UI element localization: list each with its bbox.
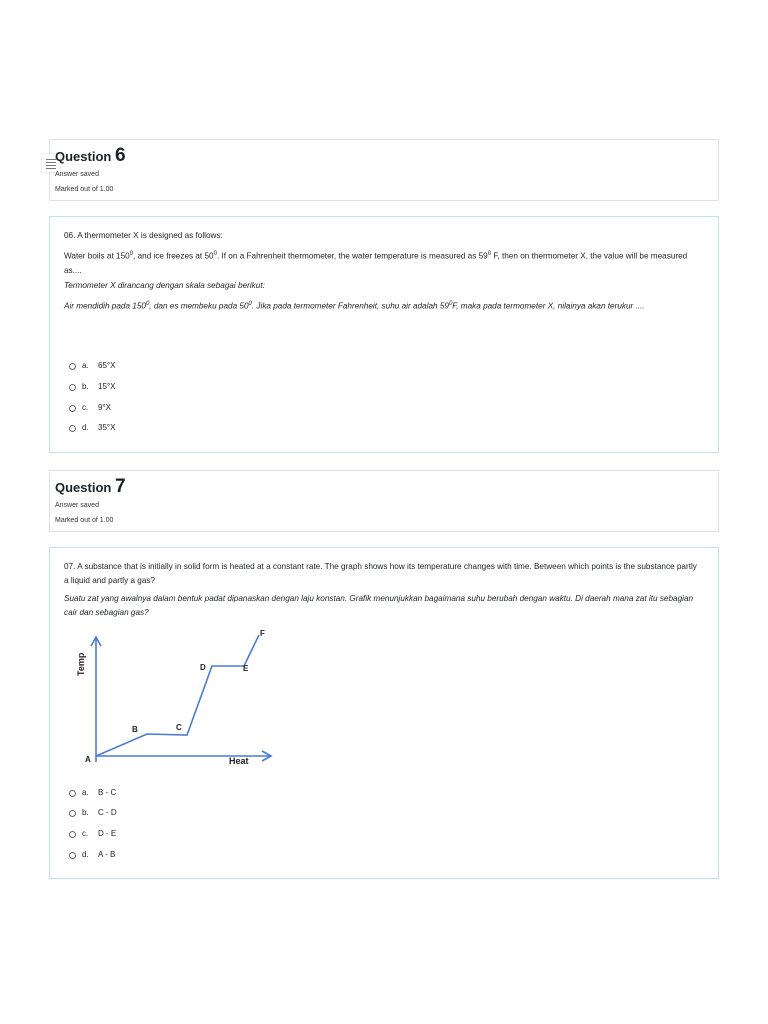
option-c[interactable]: c. D - E bbox=[69, 828, 116, 840]
option-d[interactable]: d. 35°X bbox=[69, 422, 115, 434]
question-grade: Marked out of 1.00 bbox=[55, 517, 114, 524]
radio-button[interactable] bbox=[69, 790, 76, 797]
radio-button[interactable] bbox=[69, 363, 76, 370]
question-text-en: Water boils at $150^0$, and ice freezes at $50^0$. If on a Fahrenheit thermometer, the water temperature is measured as $59^0$ F, then on thermometer X, the value will be measured as.... bbox=[64, 251, 688, 275]
option-d[interactable]: d. A - B bbox=[69, 849, 115, 861]
question-text-id-2: Air mendidih pada $150^0$, dan es membeku pada $50^0$. Jika pada termometer Fahrenheit, suhu air adalah $59^0F$, maka pada termometer X, nilainya akan terukur .... bbox=[64, 301, 645, 311]
radio-button[interactable] bbox=[69, 405, 76, 412]
radio-button[interactable] bbox=[69, 810, 76, 817]
option-b[interactable]: b. 15°X bbox=[69, 381, 115, 393]
option-b[interactable]: b. C - D bbox=[69, 807, 117, 819]
radio-button[interactable] bbox=[69, 831, 76, 838]
option-c[interactable]: c. 9°X bbox=[69, 402, 111, 414]
question-text-en: 07. A substance that is initially in solid form is heated at a constant rate. The graph shows how its temperature changes with time. Between which points is the substance partly a liquid and partly a gas? bbox=[64, 562, 697, 585]
question-text-id: Termometer X dirancang dengan skala sebagai berikut: bbox=[64, 281, 265, 290]
point-label-f: F bbox=[260, 629, 265, 638]
question-state: Answer saved bbox=[55, 502, 99, 509]
point-label-c: C bbox=[176, 723, 182, 732]
heating-curve bbox=[96, 635, 259, 756]
question-number: 7 bbox=[114, 476, 126, 497]
point-label-b: B bbox=[132, 725, 138, 734]
x-axis-label: Heat bbox=[229, 756, 249, 764]
question-label: Question bbox=[55, 480, 112, 495]
question-6-content bbox=[49, 216, 719, 453]
question-number: 6 bbox=[114, 145, 126, 166]
question-6-info bbox=[49, 139, 719, 201]
radio-button[interactable] bbox=[69, 852, 76, 859]
question-title bbox=[55, 145, 126, 167]
option-a[interactable]: a. 65°X bbox=[69, 360, 115, 372]
point-label-e: E bbox=[243, 664, 249, 673]
question-7-info bbox=[49, 470, 719, 532]
temperature-heat-graph bbox=[72, 624, 282, 764]
radio-button[interactable] bbox=[69, 384, 76, 391]
question-text: 06. A thermometer X is designed as follows: bbox=[64, 231, 223, 240]
y-axis-label: Temp bbox=[76, 652, 86, 676]
radio-button[interactable] bbox=[69, 425, 76, 432]
point-label-a: A bbox=[85, 755, 91, 764]
question-7-content bbox=[49, 547, 719, 879]
point-label-d: D bbox=[200, 663, 206, 672]
question-text-id: Suatu zat yang awalnya dalam bentuk padat dipanaskan dengan laju konstan. Grafik menunjukkan bagaimana suhu berubah dengan waktu. Di daerah mana zat itu sebagian cair dan sebagian gas? bbox=[64, 594, 694, 617]
question-grade: Marked out of 1.00 bbox=[55, 186, 114, 193]
question-label: Question bbox=[55, 149, 112, 164]
option-a[interactable]: a. B - C bbox=[69, 787, 116, 799]
question-state: Answer saved bbox=[55, 171, 99, 178]
question-title bbox=[55, 476, 126, 498]
